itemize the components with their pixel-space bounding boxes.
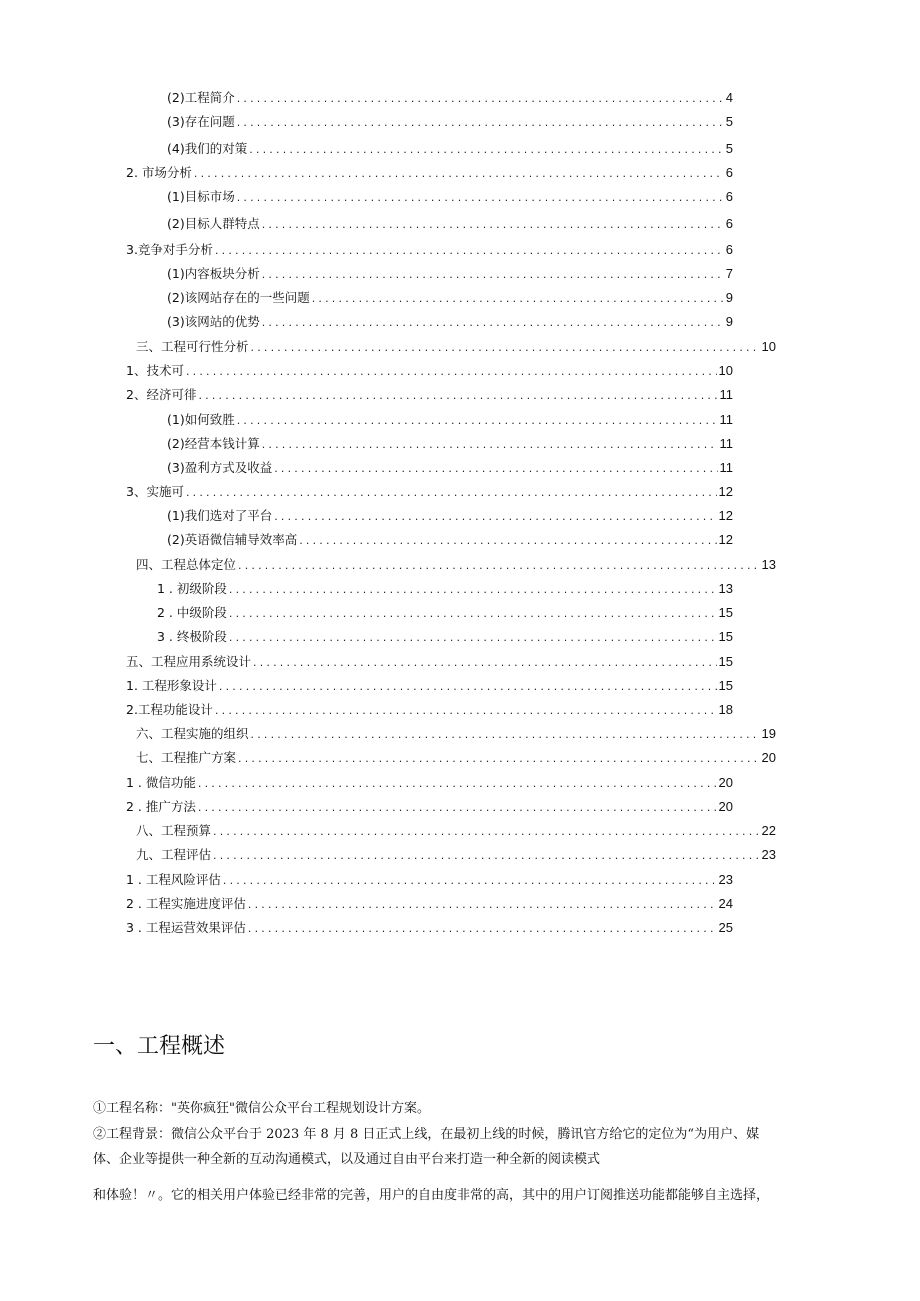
toc-entry-page: 6 (725, 165, 733, 180)
toc-entry-label: (1)如何致胜 (167, 412, 235, 427)
toc-entry-label: 八、工程预算 (136, 823, 212, 838)
toc-entry[interactable] (126, 652, 733, 672)
toc-leader-dots (229, 580, 717, 600)
toc-leader-dots (198, 798, 717, 818)
toc-entry[interactable] (157, 627, 733, 647)
toc-leader-dots (251, 338, 760, 358)
toc-entry-label: 3.竞争对手分析 (126, 242, 213, 257)
toc-leader-dots (237, 188, 724, 208)
toc-entry-page: 5 (725, 141, 733, 156)
toc-entry[interactable] (136, 337, 776, 357)
toc-entry-label: 1、技术可 (126, 363, 184, 378)
toc-entry-label: 2.工程功能设计 (126, 702, 213, 717)
toc-entry-page: 6 (725, 189, 733, 204)
paragraph-project-background: ②工程背景：微信公众平台于 2023 年 8 月 8 日正式上线，在最初上线的时候，腾讯官方给它的定位为“为用户、媒 (93, 1127, 760, 1142)
toc-entry-label: (3)存在问题 (167, 114, 235, 129)
toc-entry-page: 11 (719, 460, 733, 475)
toc-entry[interactable] (126, 870, 733, 890)
toc-leader-dots (215, 241, 724, 261)
toc-leader-dots (213, 846, 760, 866)
toc-entry[interactable] (167, 410, 733, 430)
toc-entry[interactable] (126, 361, 733, 381)
toc-entry[interactable] (167, 530, 733, 550)
toc-entry-page: 9 (725, 314, 733, 329)
toc-leader-dots (248, 895, 717, 915)
toc-leader-dots (229, 604, 717, 624)
toc-leader-dots (186, 362, 717, 382)
toc-entry[interactable] (126, 894, 733, 914)
toc-leader-dots (237, 411, 718, 431)
toc-leader-dots (248, 919, 717, 939)
toc-entry[interactable] (126, 918, 733, 938)
toc-entry[interactable] (136, 555, 776, 575)
toc-entry-page: 7 (725, 266, 733, 281)
toc-entry-label: (1)目标市场 (167, 189, 235, 204)
toc-entry[interactable] (126, 482, 733, 502)
toc-entry-page: 13 (718, 581, 733, 596)
toc-entry-page: 12 (718, 532, 733, 547)
toc-entry[interactable] (167, 139, 733, 159)
toc-leader-dots (253, 653, 717, 673)
toc-entry-page: 12 (718, 508, 733, 523)
toc-entry[interactable] (136, 748, 776, 768)
toc-entry-label: 三、工程可行性分析 (136, 339, 249, 354)
toc-entry-label: 九、工程评估 (136, 847, 212, 862)
toc-entry[interactable] (136, 724, 776, 744)
toc-entry[interactable] (126, 773, 733, 793)
toc-entry-label: 1 . 初级阶段 (157, 581, 227, 596)
toc-entry-page: 22 (761, 823, 776, 838)
toc-leader-dots (262, 313, 724, 333)
toc-entry-page: 11 (719, 387, 733, 402)
toc-leader-dots (213, 822, 760, 842)
toc-leader-dots (249, 140, 724, 160)
toc-leader-dots (238, 556, 760, 576)
toc-entry-label: 四、工程总体定位 (136, 557, 237, 572)
toc-entry-label: (3)盈利方式及收益 (167, 460, 273, 475)
toc-entry-page: 15 (718, 678, 733, 693)
toc-leader-dots (251, 725, 760, 745)
toc-entry-page: 20 (718, 799, 733, 814)
toc-entry-label: (2)该网站存在的一些问题 (167, 290, 310, 305)
toc-entry-page: 24 (718, 896, 733, 911)
toc-leader-dots (194, 164, 724, 184)
toc-entry-page: 11 (719, 436, 733, 451)
toc-leader-dots (262, 215, 724, 235)
toc-entry-label: 1 . 工程风险评估 (126, 872, 221, 887)
toc-entry-page: 20 (761, 750, 776, 765)
toc-entry-label: 2 . 中级阶段 (157, 605, 227, 620)
toc-entry-label: (3)该网站的优势 (167, 314, 260, 329)
section-heading: 一、工程概述 (93, 1034, 226, 1059)
toc-leader-dots (229, 628, 717, 648)
toc-entry[interactable] (167, 112, 733, 132)
toc-entry[interactable] (126, 240, 733, 260)
toc-entry-page: 6 (725, 242, 733, 257)
toc-entry[interactable] (167, 458, 733, 478)
toc-leader-dots (237, 89, 724, 109)
toc-entry[interactable] (157, 603, 733, 623)
toc-entry[interactable] (126, 385, 733, 405)
toc-entry-label: 2、经济可徘 (126, 387, 197, 402)
toc-entry-label: 3 . 工程运营效果评估 (126, 920, 246, 935)
toc-entry-page: 10 (718, 363, 733, 378)
toc-entry-label: 五、工程应用系统设计 (126, 654, 252, 669)
toc-entry[interactable] (167, 214, 733, 234)
toc-entry[interactable] (167, 288, 733, 308)
toc-leader-dots (219, 677, 717, 697)
paragraph-project-background-cont: 体、企业等提供一种全新的互动沟通模式，以及通过自由平台来打造一种全新的阅读模式 (93, 1152, 601, 1167)
toc-entry-page: 25 (718, 920, 733, 935)
toc-entry-page: 23 (718, 872, 733, 887)
toc-entry[interactable] (167, 506, 733, 526)
toc-entry-page: 19 (761, 726, 776, 741)
toc-entry-label: (4)我们的对策 (167, 141, 248, 156)
toc-entry[interactable] (167, 434, 733, 454)
toc-entry-page: 6 (725, 216, 733, 231)
toc-entry-page: 20 (718, 775, 733, 790)
toc-entry-label: (1)内容板块分析 (167, 266, 260, 281)
toc-entry-label: (2)工程简介 (167, 90, 235, 105)
toc-entry-label: (2)经营本钱计算 (167, 436, 260, 451)
toc-entry-label: 六、工程实施的组织 (136, 726, 249, 741)
toc-entry[interactable] (136, 845, 776, 865)
toc-leader-dots (274, 459, 717, 479)
toc-leader-dots (299, 531, 716, 551)
toc-entry[interactable] (136, 821, 776, 841)
toc-leader-dots (198, 386, 717, 406)
toc-entry-label: (2)英语微信辅导效率高 (167, 532, 298, 547)
toc-entry-label: 3、实施可 (126, 484, 184, 499)
toc-entry-label: 七、工程推广方案 (136, 750, 237, 765)
toc-entry-label: 2 . 工程实施进度评估 (126, 896, 246, 911)
toc-leader-dots (223, 871, 717, 891)
toc-leader-dots (262, 435, 718, 455)
toc-leader-dots (312, 289, 724, 309)
toc-entry-label: 2. 市场分析 (126, 165, 192, 180)
toc-entry-page: 15 (718, 605, 733, 620)
toc-entry-label: (1)我们选对了平台 (167, 508, 273, 523)
toc-entry-label: 1 . 微信功能 (126, 775, 196, 790)
toc-entry-page: 13 (761, 557, 776, 572)
paragraph-project-name: ①工程名称："英你疯狂"微信公众平台工程规划设计方案。 (93, 1101, 430, 1116)
toc-entry-page: 4 (725, 90, 733, 105)
toc-leader-dots (237, 113, 724, 133)
toc-leader-dots (215, 701, 717, 721)
toc-entry[interactable] (126, 163, 733, 183)
toc-entry[interactable] (126, 700, 733, 720)
toc-entry[interactable] (157, 579, 733, 599)
toc-entry-page: 11 (719, 412, 733, 427)
paragraph-project-background-cont: 和体验！〃。它的相关用户体验已经非常的完善，用户的自由度非常的高，其中的用户订阅推送功能都能够自主选择， (93, 1188, 770, 1203)
toc-entry-label: 3 . 终极阶段 (157, 629, 227, 644)
toc-entry-page: 15 (718, 629, 733, 644)
toc-entry[interactable] (126, 797, 733, 817)
toc-entry-page: 23 (761, 847, 776, 862)
toc-entry-page: 10 (761, 339, 776, 354)
toc-entry-page: 15 (718, 654, 733, 669)
toc-entry-page: 12 (718, 484, 733, 499)
toc-leader-dots (198, 774, 717, 794)
toc-leader-dots (274, 507, 716, 527)
toc-entry-page: 18 (718, 702, 733, 717)
toc-entry[interactable] (167, 88, 733, 108)
toc-leader-dots (186, 483, 717, 503)
toc-entry-label: 2 . 推广方法 (126, 799, 196, 814)
toc-entry-label: 1. 工程形象设计 (126, 678, 217, 693)
toc-entry[interactable] (167, 187, 733, 207)
toc-leader-dots (238, 749, 760, 769)
toc-entry-page: 5 (725, 114, 733, 129)
toc-entry[interactable] (167, 312, 733, 332)
toc-entry[interactable] (167, 264, 733, 284)
toc-entry-page: 9 (725, 290, 733, 305)
toc-entry-label: (2)目标人群特点 (167, 216, 260, 231)
toc-entry[interactable] (126, 676, 733, 696)
toc-leader-dots (262, 265, 724, 285)
